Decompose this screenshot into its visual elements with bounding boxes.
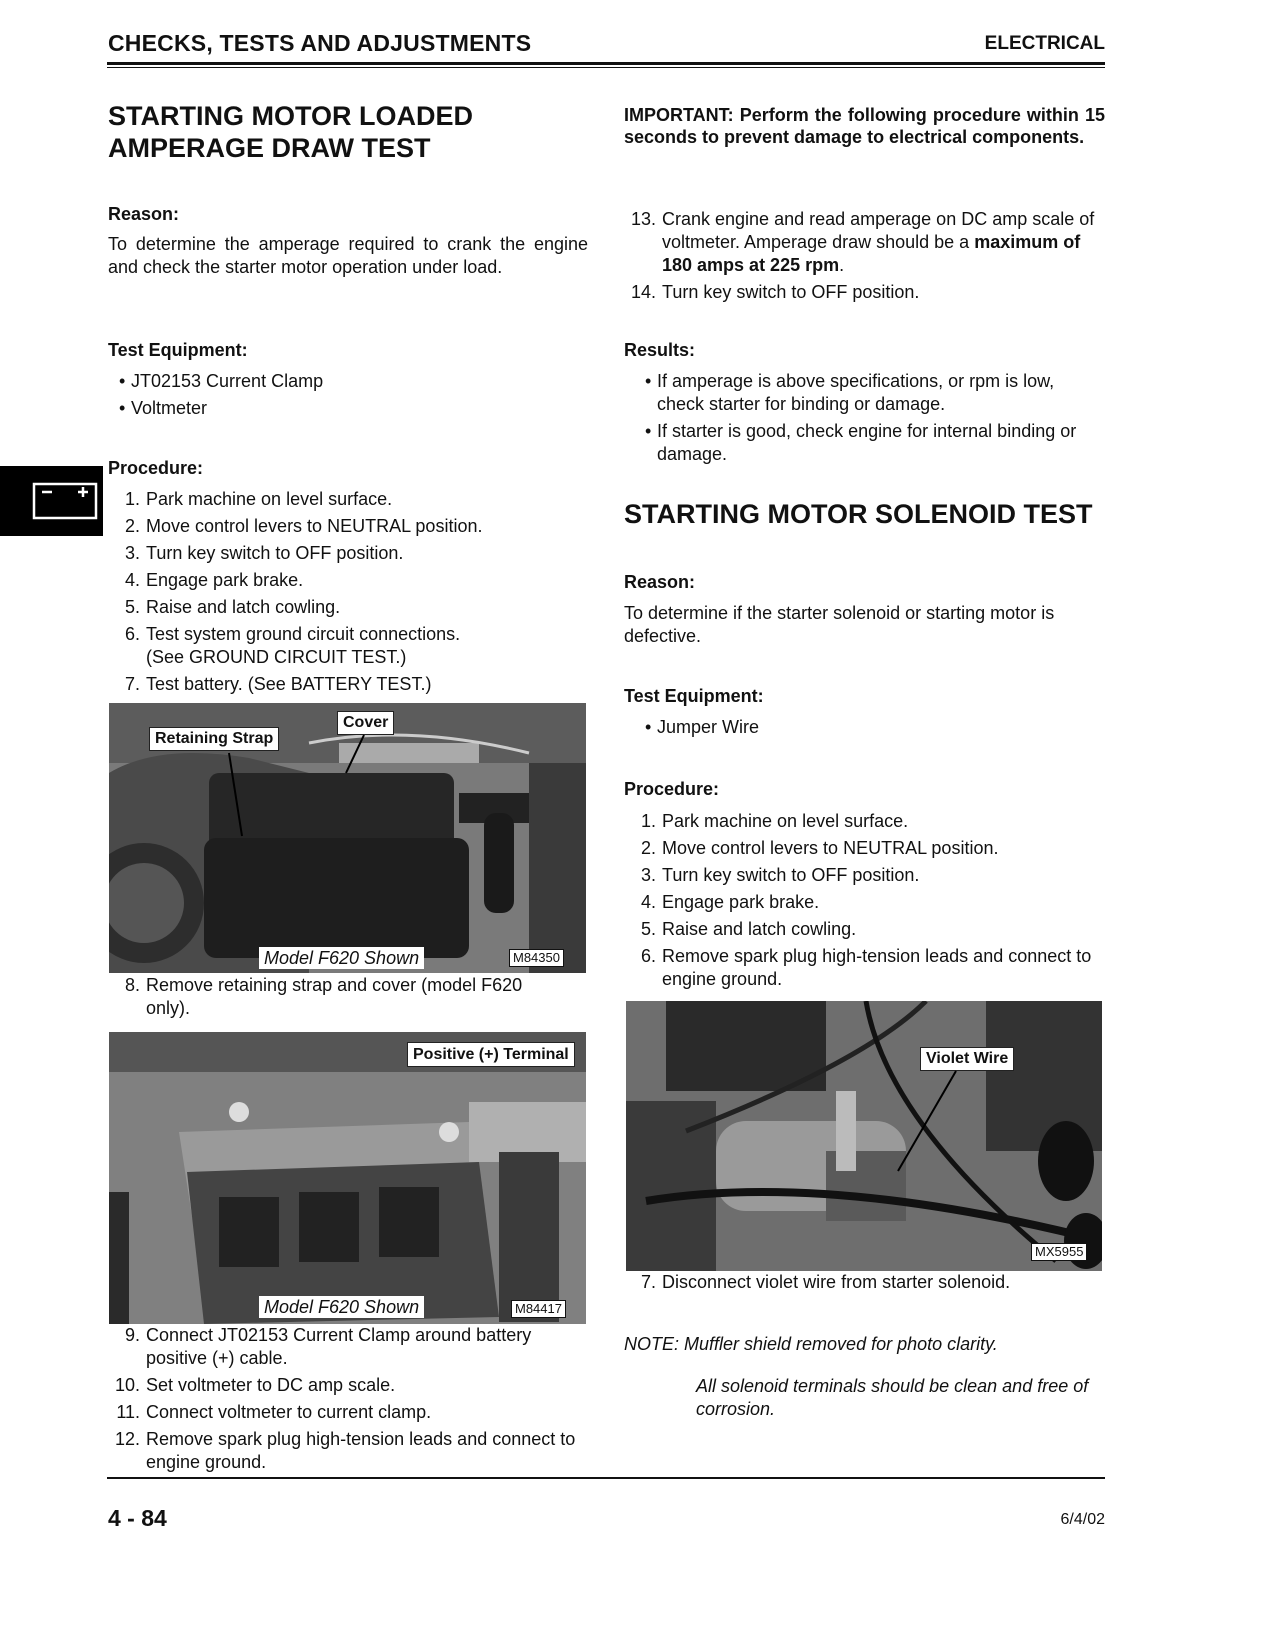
footer-rule	[107, 1477, 1105, 1479]
important-notice: IMPORTANT: Perform the following procedure within 15 seconds to prevent damage to electrical components.	[624, 105, 1105, 147]
list-item: 6. Remove spark plug high-tension leads and connect to engine ground.	[640, 946, 1092, 989]
page-number: 4 - 84	[108, 1505, 167, 1531]
figure-code: MX5955	[1031, 1243, 1087, 1261]
battery-terminal-photo	[109, 1032, 586, 1324]
list-item: 3. Turn key switch to OFF position.	[640, 865, 920, 885]
cover-label: Cover	[337, 711, 394, 735]
section-title-solenoid-test: STARTING MOTOR SOLENOID TEST	[624, 499, 1093, 529]
reason-text: To determine the amperage required to crank the engine and check the starter motor operation under load.	[108, 234, 588, 277]
equipment-list	[636, 716, 1106, 743]
positive-terminal-label: Positive (+) Terminal	[407, 1042, 575, 1067]
results-list	[636, 370, 1106, 470]
retaining-strap-label: Retaining Strap	[149, 727, 279, 751]
list-item: • Voltmeter	[119, 398, 208, 418]
equipment-list	[110, 370, 580, 424]
header-rule	[107, 62, 1105, 65]
note-solenoid-terminals: All solenoid terminals should be clean and free of corrosion.	[696, 1376, 1089, 1419]
list-item: 5. Raise and latch cowling.	[124, 597, 341, 617]
reason-heading: Reason:	[108, 204, 180, 224]
header-chapter: ELECTRICAL	[984, 33, 1105, 54]
revision-date: 6/4/02	[1060, 1511, 1105, 1528]
reason-heading: Reason:	[624, 572, 696, 592]
results-heading: Results:	[624, 340, 696, 360]
header-section-title: CHECKS, TESTS AND ADJUSTMENTS	[108, 30, 532, 56]
battery-cover-photo	[109, 703, 586, 973]
battery-icon	[0, 466, 103, 536]
list-item: 3. Turn key switch to OFF position.	[124, 543, 404, 563]
test-equipment-heading: Test Equipment:	[624, 686, 764, 706]
electrical-section-tab[interactable]	[0, 466, 103, 536]
photo-caption: Model F620 Shown	[259, 1296, 424, 1318]
list-item: 12. Remove spark plug high-tension leads and connect to engine ground.	[114, 1429, 576, 1472]
list-item: • If starter is good, check engine for internal binding or damage.	[645, 421, 1077, 464]
list-item: 7. Disconnect violet wire from starter solenoid.	[640, 1272, 1011, 1292]
list-item: 1. Park machine on level surface.	[124, 489, 393, 509]
solenoid-photo	[626, 1001, 1102, 1271]
note-muffler-shield: NOTE: Muffler shield removed for photo clarity.	[624, 1334, 998, 1354]
list-item: 2. Move control levers to NEUTRAL position.	[640, 838, 999, 858]
list-item: 13. Crank engine and read amperage on DC amp scale of voltmeter. Amperage draw should be a maximum of 180 amps at 225 rpm.	[630, 209, 1095, 275]
list-item: 5. Raise and latch cowling.	[640, 919, 857, 939]
figure-code: M84417	[511, 1300, 566, 1318]
test-equipment-heading: Test Equipment:	[108, 340, 248, 360]
photo-caption: Model F620 Shown	[259, 947, 424, 969]
procedure-heading: Procedure:	[624, 779, 720, 799]
procedure-steps-1-7	[106, 488, 566, 700]
list-item: 11. Connect voltmeter to current clamp.	[116, 1402, 432, 1422]
list-item: 7. Test battery. (See BATTERY TEST.)	[124, 674, 432, 694]
page-title: STARTING MOTOR LOADED AMPERAGE DRAW TEST	[108, 101, 473, 163]
procedure-steps-13-14	[622, 208, 1106, 308]
list-item: 4. Engage park brake.	[124, 570, 304, 590]
procedure-steps-9-12	[106, 1324, 591, 1478]
list-item: 4. Engage park brake.	[640, 892, 820, 912]
header-rule-thin	[107, 67, 1105, 68]
procedure-heading: Procedure:	[108, 458, 204, 478]
figure-code: M84350	[509, 949, 564, 967]
list-item: • Jumper Wire	[645, 717, 760, 737]
procedure-step-7	[622, 1271, 1106, 1298]
list-item: • If amperage is above specifications, or rpm is low, check starter for binding or damage.	[645, 371, 1055, 414]
procedure-step-8	[106, 974, 566, 1024]
list-item: 9. Connect JT02153 Current Clamp around battery positive (+) cable.	[124, 1325, 532, 1368]
list-item: 8. Remove retaining strap and cover (model F620 only).	[124, 975, 523, 1018]
procedure-steps-1-6	[622, 810, 1106, 995]
list-item: 2. Move control levers to NEUTRAL position.	[124, 516, 483, 536]
reason-text: To determine if the starter solenoid or starting motor is defective.	[624, 603, 1055, 646]
list-item: 14. Turn key switch to OFF position.	[630, 282, 920, 302]
violet-wire-label: Violet Wire	[920, 1047, 1014, 1071]
list-item: 6. Test system ground circuit connections. (See GROUND CIRCUIT TEST.)	[124, 624, 461, 667]
list-item: 1. Park machine on level surface.	[640, 811, 909, 831]
list-item: • JT02153 Current Clamp	[119, 371, 324, 391]
list-item: 10. Set voltmeter to DC amp scale.	[114, 1375, 396, 1395]
